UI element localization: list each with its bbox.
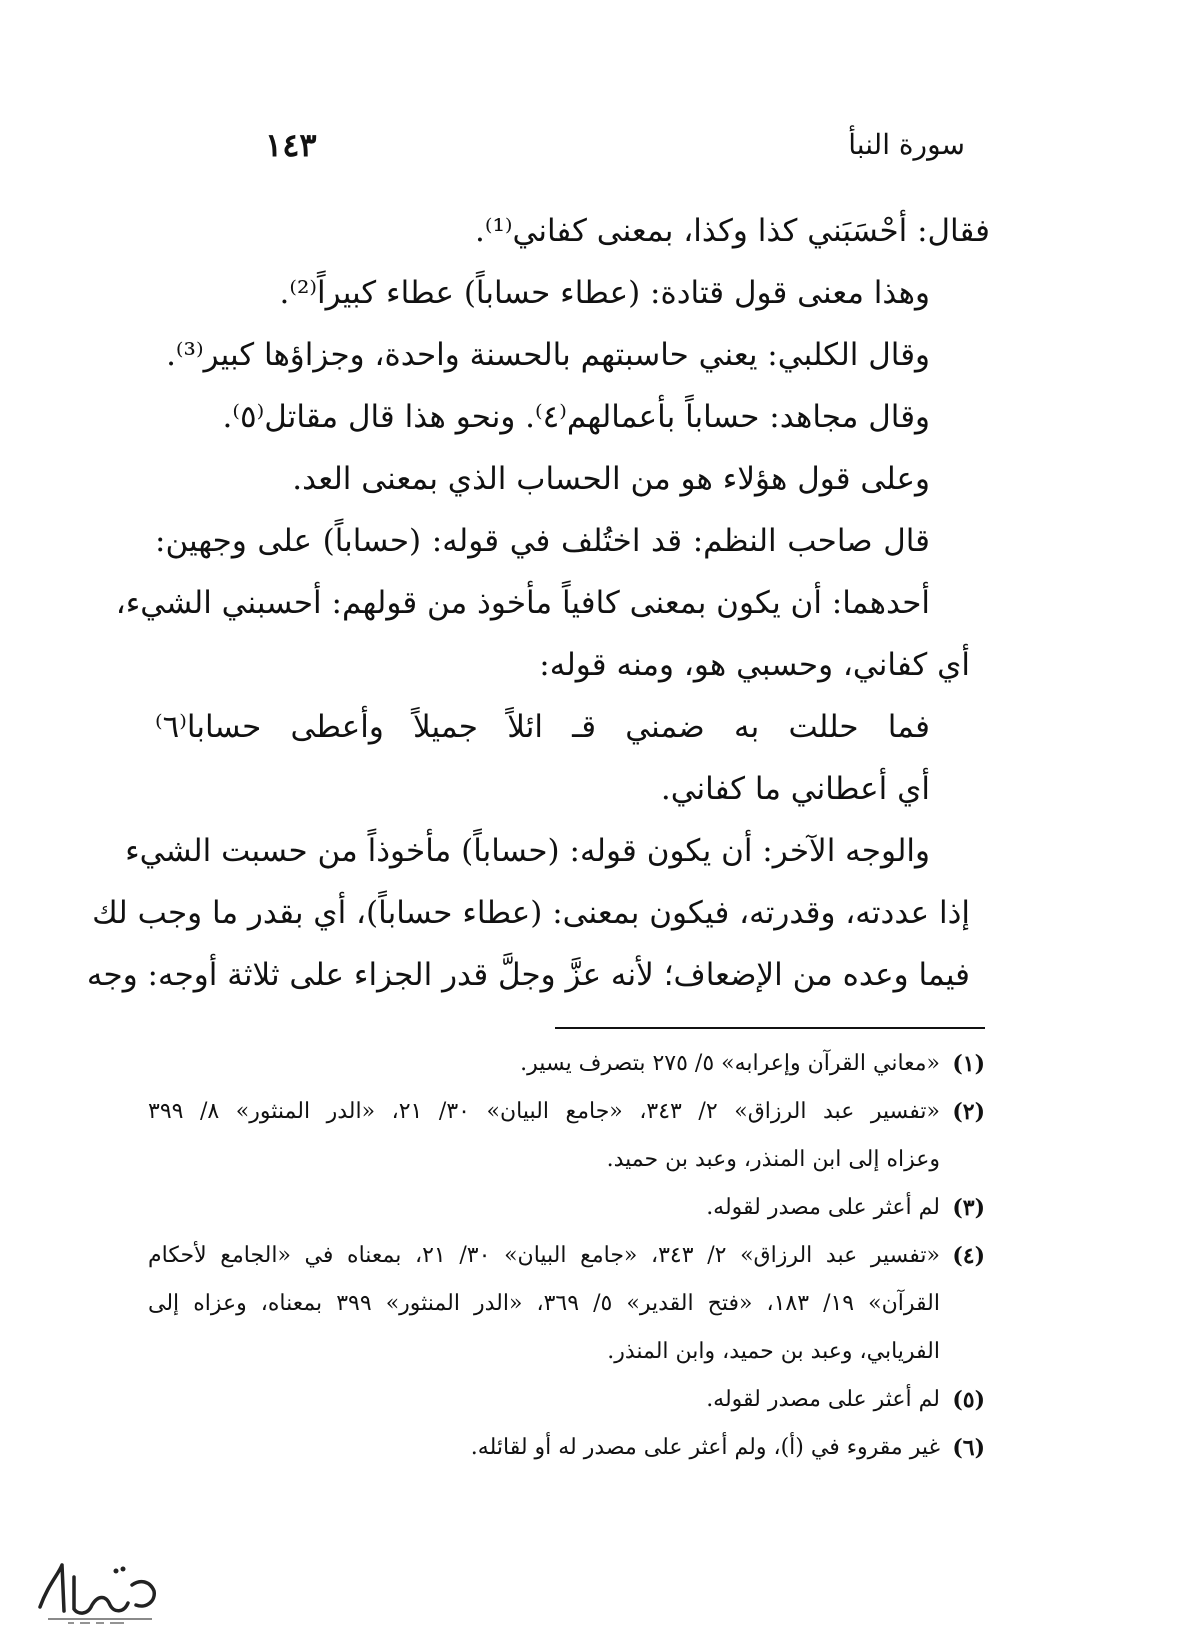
footnote xyxy=(148,1424,985,1472)
footnote xyxy=(148,1184,985,1232)
text-line: أحدهما: أن يكون بمعنى كافياً مأخوذ من قولهم: أحسبني الشيء، xyxy=(115,585,930,621)
page-number: ١٤٣ xyxy=(265,126,317,164)
footnote-number: (٣) xyxy=(952,1195,985,1221)
text-line: فقال: أحْسَبَني كذا وكذا، بمعنى كفاني⁽¹⁾. xyxy=(475,213,990,249)
footnote-line: الفريابي، وعبد بن حميد، وابن المنذر. xyxy=(607,1339,940,1364)
footnote-number: (٢) xyxy=(952,1099,985,1125)
footnote-line: لم أعثر على مصدر لقوله. xyxy=(706,1195,940,1220)
text-line: وقال مجاهد: حساباً بأعمالهم⁽٤⁾. ونحو هذا قال مقاتل⁽٥⁾. xyxy=(222,399,930,435)
footnote-divider xyxy=(555,1027,985,1029)
poetry-verse: فما حللت به ضمني قـ ائلاً جميلاً وأعطى حسابا⁽٦⁾ xyxy=(155,709,930,745)
footnote-line: غير مقروء في (أ)، ولم أعثر على مصدر له أو لقائله. xyxy=(470,1435,940,1460)
footnote xyxy=(148,1376,985,1424)
publisher-logo-icon xyxy=(28,1555,168,1630)
main-text xyxy=(86,200,990,1006)
footnote-number: (١) xyxy=(952,1051,985,1077)
footnote-line: «تفسير عبد الرزاق» ٢/ ٣٤٣، «جامع البيان» ٣٠/ ٢١، بمعناه في «الجامع لأحكام xyxy=(148,1243,940,1268)
footnote-number: (٦) xyxy=(952,1435,985,1461)
surah-title: سورة النبأ xyxy=(848,128,965,161)
text-line: أي أعطاني ما كفاني. xyxy=(660,771,930,807)
text-line: وقال الكلبي: يعني حاسبتهم بالحسنة واحدة، وجزاؤها كبير⁽³⁾. xyxy=(166,337,930,373)
footnotes xyxy=(148,1040,985,1472)
text-line: والوجه الآخر: أن يكون قوله: (حساباً) مأخوذاً من حسبت الشيء xyxy=(125,833,930,869)
footnote-line: «معاني القرآن وإعرابه» ٥/ ٢٧٥ بتصرف يسير. xyxy=(520,1051,940,1076)
text-line: وعلى قول هؤلاء هو من الحساب الذي بمعنى العد. xyxy=(292,461,930,497)
footnote-number: (٤) xyxy=(952,1243,985,1269)
text-line: وهذا معنى قول قتادة: (عطاء حساباً) عطاء كبيراً⁽²⁾. xyxy=(279,275,930,311)
text-line: قال صاحب النظم: قد اختُلف في قوله: (حساباً) على وجهين: xyxy=(155,523,930,559)
footnote-line: وعزاه إلى ابن المنذر، وعبد بن حميد. xyxy=(606,1147,940,1172)
footnote-line: «تفسير عبد الرزاق» ٢/ ٣٤٣، «جامع البيان» ٣٠/ ٢١، «الدر المنثور» ٨/ ٣٩٩ xyxy=(148,1099,940,1124)
text-line: أي كفاني، وحسبي هو، ومنه قوله: xyxy=(539,647,970,683)
footnote xyxy=(148,1088,985,1184)
page-header xyxy=(265,128,965,172)
footnote-line: القرآن» ١٩/ ١٨٣، «فتح القدير» ٥/ ٣٦٩، «الدر المنثور» ٣٩٩ بمعناه، وعزاه إلى xyxy=(148,1291,940,1316)
text-line: إذا عددته، وقدرته، فيكون بمعنى: (عطاء حساباً)، أي بقدر ما وجب لك xyxy=(92,895,970,931)
footnote xyxy=(148,1232,985,1376)
footnote-line: لم أعثر على مصدر لقوله. xyxy=(706,1387,940,1412)
footnote xyxy=(148,1040,985,1088)
text-line: فيما وعده من الإضعاف؛ لأنه عزَّ وجلَّ قدر الجزاء على ثلاثة أوجه: وجه xyxy=(86,957,970,993)
footnote-number: (٥) xyxy=(952,1387,985,1413)
